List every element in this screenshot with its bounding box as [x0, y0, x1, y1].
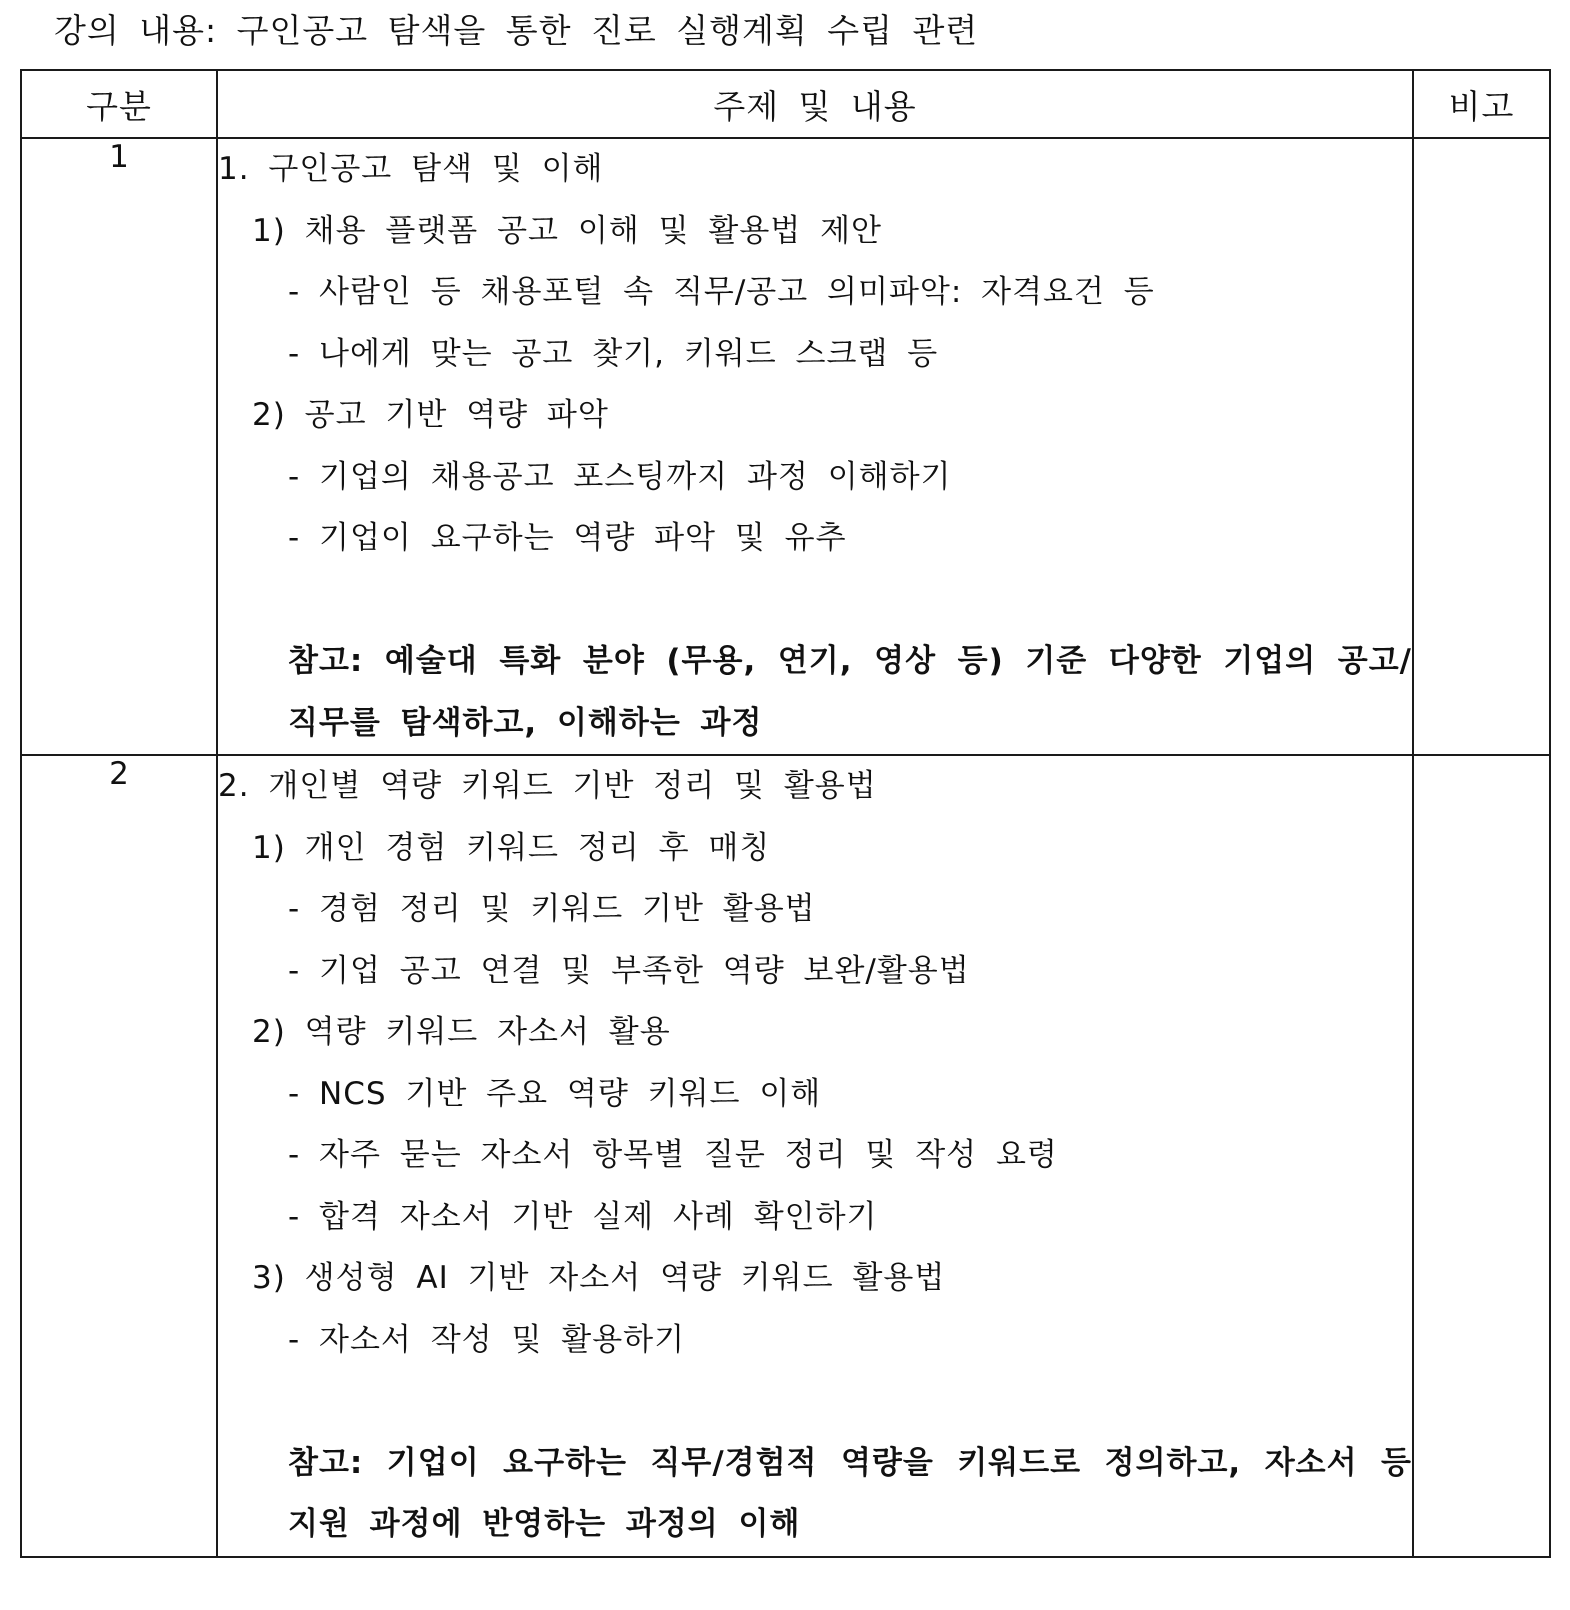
subsection-title: 1) 채용 플랫폼 공고 이해 및 활용법 제안 — [252, 212, 882, 249]
list-item: - 자주 묻는 자소서 항목별 질문 정리 및 작성 요령 — [288, 1137, 1058, 1173]
list-item: - 기업 공고 연결 및 부족한 역량 보완/활용법 — [288, 952, 970, 989]
section-heading: 1. 구인공고 탐색 및 이해 — [218, 151, 604, 187]
list-item: - 합격 자소서 기반 실제 사례 확인하기 — [288, 1198, 878, 1235]
list-item: - 기업의 채용공고 포스팅까지 과정 이해하기 — [288, 458, 952, 495]
list-item: - 사람인 등 채용포털 속 직무/공고 의미파악: 자격요건 등 — [288, 274, 1155, 310]
list-item: - NCS 기반 주요 역량 키워드 이해 — [288, 1075, 822, 1112]
row-number: 2 — [21, 755, 217, 1557]
syllabus-table — [20, 69, 1551, 1558]
reference-note: 참고: 예술대 특화 분야 (무용, 연기, 영상 등) 기준 다양한 기업의 공고/직무를 탐색하고, 이해하는 과정 — [288, 643, 1412, 741]
subsection-title: 2) 역량 키워드 자소서 활용 — [252, 1014, 671, 1050]
row-note — [1413, 755, 1550, 1557]
table-row — [21, 755, 1550, 1557]
list-item: - 나에게 맞는 공고 찾기, 키워드 스크랩 등 — [288, 335, 939, 372]
list-item: - 경험 정리 및 키워드 기반 활용법 — [288, 891, 816, 927]
blank-line — [218, 1371, 1412, 1433]
row-note — [1413, 138, 1550, 755]
subsection-title: 1) 개인 경험 키워드 정리 후 매칭 — [252, 829, 771, 866]
table-row — [21, 138, 1550, 755]
row-content — [217, 138, 1413, 755]
reference-note: 참고: 기업이 요구하는 직무/경험적 역량을 키워드로 정의하고, 자소서 등 지원 과정에 반영하는 과정의 이해 — [288, 1444, 1412, 1542]
header-topic: 주제 및 내용 — [217, 70, 1413, 138]
row-content — [217, 755, 1413, 1557]
subsection-title: 2) 공고 기반 역량 파악 — [252, 397, 609, 433]
row-number: 1 — [21, 138, 217, 755]
table-header-row — [21, 70, 1550, 138]
header-note: 비고 — [1413, 70, 1550, 138]
subsection-title: 3) 생성형 AI 기반 자소서 역량 키워드 활용법 — [252, 1260, 946, 1296]
section-heading: 2. 개인별 역량 키워드 기반 정리 및 활용법 — [218, 768, 877, 804]
document-title: 강의 내용: 구인공고 탐색을 통한 진로 실행계획 수립 관련 — [54, 11, 979, 50]
list-item: - 기업이 요구하는 역량 파악 및 유추 — [288, 520, 847, 556]
blank-line — [218, 570, 1412, 632]
header-category: 구분 — [21, 70, 217, 138]
list-item: - 자소서 작성 및 활용하기 — [288, 1321, 686, 1358]
